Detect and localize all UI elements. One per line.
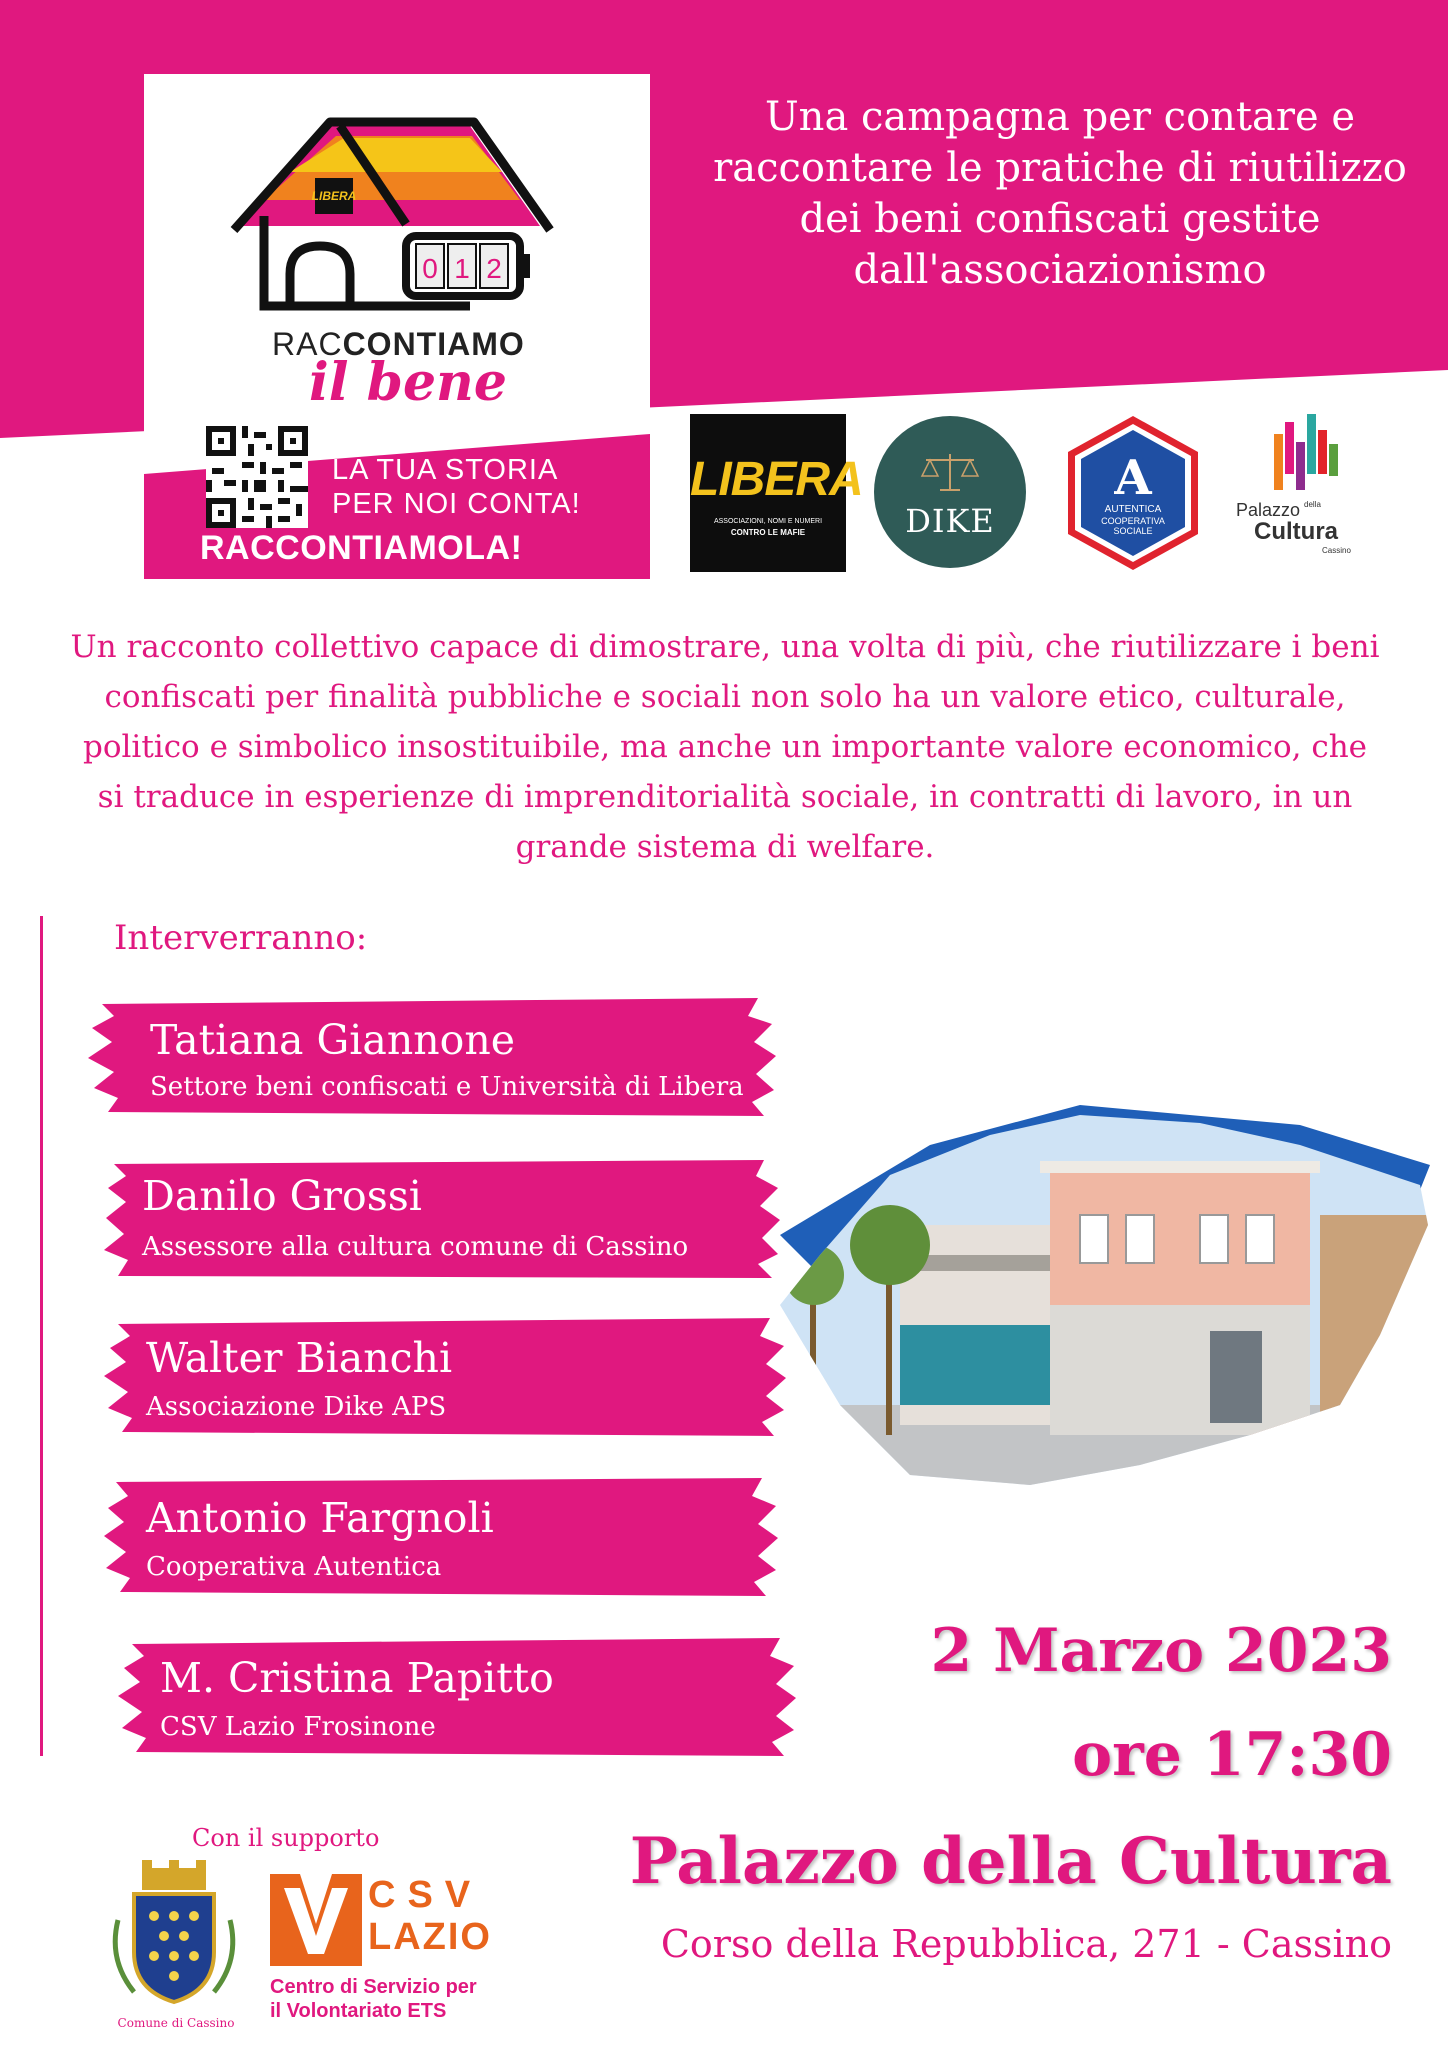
csv-lazio-logo (264, 1868, 504, 2028)
logo-wordmark: RACCONTIAMO (272, 326, 525, 362)
house-counter-icon (220, 96, 580, 336)
event-date: 2 Marzo 2023 (930, 1616, 1392, 1686)
event-address: Corso della Repubblica, 271 - Cassino (660, 1922, 1392, 1966)
comune-coat-of-arms-icon (104, 1860, 244, 2010)
speaker-card (88, 998, 778, 1116)
csv-wordmark: CSV (368, 1874, 483, 1916)
qr-code-icon[interactable] (206, 426, 308, 528)
speaker-role: Settore beni confiscati e Università di Libera (150, 1072, 744, 1102)
libera-subtitle-2: CONTRO LE MAFIE (730, 528, 806, 537)
comune-label: Comune di Cassino (117, 2016, 235, 2030)
autentica-logo (1064, 412, 1202, 574)
speaker-role: Associazione Dike APS (146, 1392, 447, 1422)
csv-subtitle-2: il Volontariato ETS (270, 2000, 447, 2022)
svg-text:2: 2 (486, 253, 502, 284)
speaker-name: Danilo Grossi (142, 1172, 422, 1220)
speaker-name: Tatiana Giannone (150, 1016, 515, 1064)
color-bars-icon (1274, 414, 1338, 494)
palazzo-cultura-logo (1222, 400, 1372, 580)
palazzo-word-1: Palazzo (1236, 500, 1301, 520)
campaign-logo-card (144, 74, 650, 579)
event-time: ore 17:30 (1072, 1720, 1392, 1790)
svg-text:A: A (1114, 450, 1152, 506)
csv-v-mark-icon (270, 1874, 362, 1966)
support-label: Con il supporto (192, 1824, 380, 1852)
scales-icon (920, 450, 980, 494)
libera-wordmark: LIBERA (690, 453, 863, 506)
hexagon-shield-icon (1064, 412, 1202, 574)
speaker-role: Assessore alla cultura comune di Cassino (142, 1232, 689, 1262)
event-venue: Palazzo della Cultura (629, 1824, 1392, 1899)
speaker-name: M. Cristina Papitto (160, 1654, 554, 1702)
building-photo (780, 1105, 1430, 1495)
csv-region: LAZIO (368, 1916, 492, 1958)
dike-wordmark: DIKE (905, 502, 995, 540)
tagline-line-2: PER NOI CONTA! (332, 488, 581, 520)
speaker-card (118, 1638, 796, 1756)
speaker-role: CSV Lazio Frosinone (160, 1712, 436, 1742)
speaker-name: Antonio Fargnoli (146, 1494, 494, 1542)
speaker-name: Walter Bianchi (146, 1334, 453, 1382)
autentica-name: AUTENTICA (1104, 504, 1162, 515)
speaker-card (104, 1160, 780, 1278)
tagline-cta: RACCONTIAMOLA! (200, 529, 523, 567)
speaker-card (104, 1478, 778, 1596)
speaker-card (104, 1318, 786, 1436)
libera-subtitle-1: ASSOCIAZIONI, NOMI E NUMERI (713, 518, 823, 525)
autentica-subtitle: COOPERATIVA SOCIALE (1101, 516, 1165, 536)
speaker-role: Cooperativa Autentica (146, 1552, 442, 1582)
csv-subtitle-1: Centro di Servizio per (270, 1976, 477, 1998)
campaign-headline: Una campagna per contare e raccontare le pratiche di riutilizzo dei beni confiscati gestite dall'associazionismo (713, 94, 1407, 293)
libera-logo (690, 414, 863, 572)
palazzo-word-3: Cultura (1254, 518, 1338, 545)
dike-logo (874, 416, 1026, 568)
svg-text:0: 0 (422, 253, 438, 284)
tagline-line-1: LA TUA STORIA (332, 454, 559, 486)
palazzo-word-2: della (1304, 500, 1321, 509)
logo-wordmark-script: il bene (309, 352, 507, 413)
speakers-heading: Interverranno: (114, 918, 368, 958)
svg-text:1: 1 (454, 253, 470, 284)
vertical-accent-line (40, 916, 43, 1756)
svg-text:LIBERA: LIBERA (311, 189, 357, 203)
palazzo-word-4: Cassino (1322, 546, 1351, 555)
intro-paragraph: Un racconto collettivo capace di dimostrare, una volta di più, che riutilizzare i beni confiscati per finalità pubbliche e sociali non solo ha un valore etico, culturale, politico e simbolico insostituibile, ma anche un importante valore economico, che si traduce in esperienze di imprenditorialità sociale, in contratti di lavoro, in un grande sistema di welfare. (70, 629, 1380, 865)
